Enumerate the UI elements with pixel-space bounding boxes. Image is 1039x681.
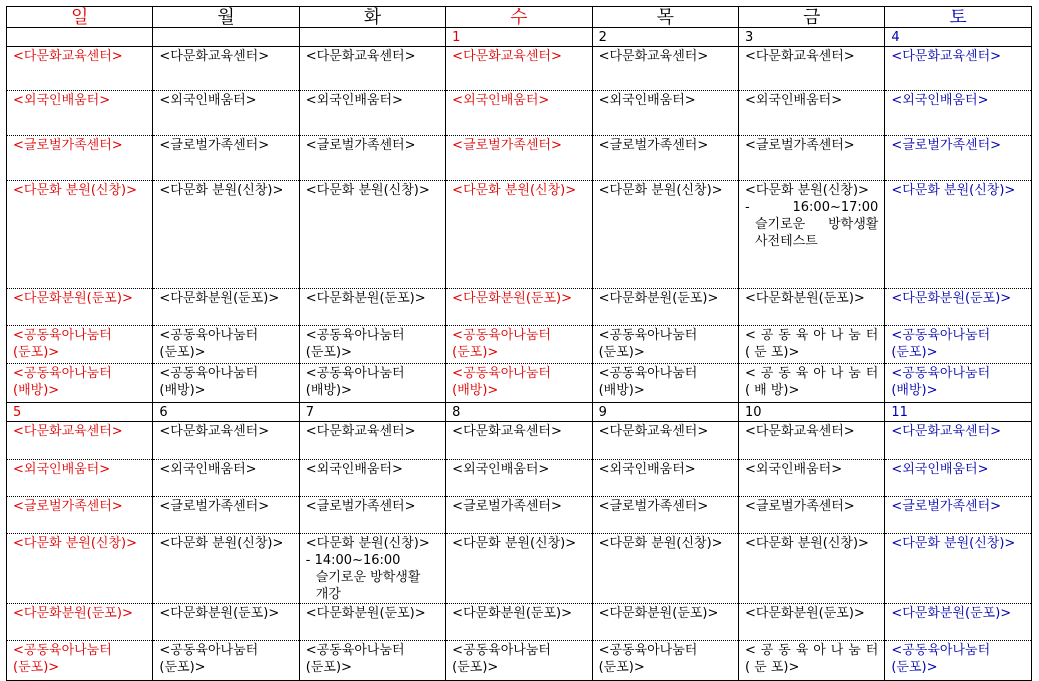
program-cell [7, 289, 153, 326]
program-label: <다문화 분원(신창)> [891, 183, 1016, 198]
date-cell [153, 28, 299, 47]
program-label: <외국인배움터> [305, 462, 403, 477]
program-label: <공동육아나눔터(배방)> [891, 366, 991, 398]
schedule-note: - 16:00~17:00 슬기로운 방학생활 사전테스트 [744, 200, 879, 249]
program-cell [153, 497, 299, 534]
program-row [7, 91, 1032, 136]
program-row [7, 641, 1032, 681]
program-label: <다문화분원(둔포)> [452, 291, 573, 306]
program-cell [446, 181, 592, 289]
program-cell [446, 289, 592, 326]
program-row [7, 47, 1032, 91]
date-cell: 2 [592, 28, 738, 47]
weekday-sun: 일 [7, 7, 153, 28]
schedule-note: - 14:00~16:00 슬기로운 방학생활 개강 [305, 553, 421, 602]
program-cell [885, 641, 1031, 681]
program-cell [153, 326, 299, 364]
program-label: <다문화 분원(신창)> [452, 536, 577, 551]
program-label: <외국인배움터> [744, 462, 843, 477]
program-label: <다문화 분원(신창)> [305, 536, 430, 551]
program-cell [446, 534, 592, 604]
program-label: <외국인배움터> [159, 462, 257, 477]
program-row [7, 326, 1032, 364]
program-cell [738, 364, 884, 403]
program-cell [299, 641, 445, 681]
program-label: <외국인배움터> [598, 93, 696, 108]
program-label: <글로벌가족센터> [452, 499, 562, 514]
program-cell [153, 289, 299, 326]
program-label: <다문화교육센터> [452, 424, 562, 439]
program-label: <다문화분원(둔포)> [452, 606, 573, 621]
program-cell [7, 47, 153, 91]
program-cell [299, 289, 445, 326]
program-label: <다문화분원(둔포)> [159, 606, 280, 621]
weekly-calendar-table [6, 6, 1032, 681]
program-cell [592, 460, 738, 497]
program-row [7, 460, 1032, 497]
program-label: < 공 동 육 아 나 눔 터 ( 둔 포)> [744, 328, 879, 360]
program-label: <외국인배움터> [891, 462, 989, 477]
weekday-fri: 금 [738, 7, 884, 28]
program-label: <외국인배움터> [452, 93, 550, 108]
program-label: <공동육아나눔터(배방)> [305, 366, 405, 398]
weekday-mon: 월 [153, 7, 299, 28]
program-cell [446, 91, 592, 136]
program-cell [738, 91, 884, 136]
program-label: <다문화교육센터> [159, 424, 270, 439]
program-cell [446, 460, 592, 497]
date-cell [7, 28, 153, 47]
program-cell [446, 604, 592, 641]
program-label: <다문화 분원(신창)> [159, 536, 284, 551]
program-cell [446, 136, 592, 181]
program-label: <다문화분원(둔포)> [13, 291, 133, 306]
program-cell [446, 47, 592, 91]
date-cell: 11 [885, 403, 1031, 422]
program-label: <글로벌가족센터> [305, 499, 416, 514]
program-label: <공동육아나눔터(둔포)> [305, 328, 405, 360]
program-cell [153, 422, 299, 460]
program-cell [592, 422, 738, 460]
program-cell [299, 422, 445, 460]
program-cell [592, 604, 738, 641]
weekday-tue: 화 [299, 7, 445, 28]
program-label: <다문화교육센터> [891, 49, 1002, 64]
program-label: <공동육아나눔터(배방)> [159, 366, 259, 398]
program-row [7, 289, 1032, 326]
date-cell [299, 28, 445, 47]
program-label: <공동육아나눔터(둔포)> [159, 643, 259, 675]
program-cell [885, 422, 1031, 460]
program-cell [7, 460, 153, 497]
program-row [7, 364, 1032, 403]
program-label: <다문화교육센터> [13, 424, 123, 439]
program-label: <다문화분원(둔포)> [891, 291, 1012, 306]
program-label: < 공 동 육 아 나 눔 터 ( 배 방)> [744, 366, 879, 398]
program-label: <공동육아나눔터(배방)> [13, 366, 112, 398]
program-label: <다문화교육센터> [305, 49, 416, 64]
program-cell [7, 604, 153, 641]
program-cell [592, 289, 738, 326]
program-label: <다문화교육센터> [452, 49, 562, 64]
program-label: <공동육아나눔터(배방)> [452, 366, 551, 398]
program-label: <글로벌가족센터> [159, 499, 270, 514]
program-cell [738, 47, 884, 91]
program-row [7, 497, 1032, 534]
program-label: <외국인배움터> [744, 93, 843, 108]
program-cell [299, 460, 445, 497]
program-cell [885, 497, 1031, 534]
program-cell [299, 136, 445, 181]
program-label: <글로벌가족센터> [598, 138, 709, 153]
program-label: <다문화교육센터> [744, 424, 855, 439]
program-cell [7, 136, 153, 181]
program-cell [592, 364, 738, 403]
program-cell [738, 289, 884, 326]
program-cell [7, 181, 153, 289]
program-label: <공동육아나눔터(둔포)> [598, 328, 698, 360]
program-row [7, 604, 1032, 641]
program-cell [885, 136, 1031, 181]
program-cell [299, 181, 445, 289]
program-cell [885, 604, 1031, 641]
program-cell [446, 364, 592, 403]
program-cell [885, 289, 1031, 326]
program-cell [592, 641, 738, 681]
program-cell [153, 460, 299, 497]
program-label: <글로벌가족센터> [744, 499, 855, 514]
program-label: <다문화 분원(신창)> [744, 183, 869, 198]
weekday-header-row [7, 7, 1032, 28]
program-cell [153, 91, 299, 136]
program-label: <공동육아나눔터(둔포)> [891, 328, 991, 360]
program-cell [592, 47, 738, 91]
program-row [7, 422, 1032, 460]
program-cell [738, 534, 884, 604]
weekday-wed: 수 [446, 7, 592, 28]
program-label: <다문화교육센터> [598, 49, 709, 64]
program-cell [592, 91, 738, 136]
program-label: <글로벌가족센터> [13, 138, 123, 153]
program-cell [7, 497, 153, 534]
program-cell [153, 364, 299, 403]
date-cell: 4 [885, 28, 1031, 47]
program-cell [299, 47, 445, 91]
program-label: <다문화 분원(신창)> [744, 536, 869, 551]
program-label: <다문화 분원(신창)> [598, 536, 723, 551]
program-cell [299, 497, 445, 534]
program-cell [885, 534, 1031, 604]
date-cell: 6 [153, 403, 299, 422]
program-cell [592, 181, 738, 289]
program-label: <다문화교육센터> [159, 49, 270, 64]
program-cell [7, 422, 153, 460]
date-row [7, 28, 1032, 47]
date-cell: 9 [592, 403, 738, 422]
program-cell [446, 497, 592, 534]
program-label: <다문화분원(둔포)> [744, 291, 865, 306]
program-cell [299, 326, 445, 364]
program-cell [7, 91, 153, 136]
program-label: <다문화 분원(신창)> [13, 183, 137, 198]
date-cell: 7 [299, 403, 445, 422]
program-cell [153, 604, 299, 641]
program-cell [738, 422, 884, 460]
program-cell [738, 326, 884, 364]
program-cell [592, 326, 738, 364]
program-label: <글로벌가족센터> [13, 499, 123, 514]
program-cell [299, 604, 445, 641]
program-cell [446, 326, 592, 364]
program-cell [738, 181, 884, 289]
program-cell [299, 364, 445, 403]
program-row [7, 136, 1032, 181]
program-label: <다문화분원(둔포)> [598, 291, 719, 306]
date-cell: 3 [738, 28, 884, 47]
program-label: <글로벌가족센터> [159, 138, 270, 153]
date-cell: 10 [738, 403, 884, 422]
program-label: <다문화교육센터> [598, 424, 709, 439]
program-label: <다문화분원(둔포)> [305, 291, 426, 306]
program-cell [153, 181, 299, 289]
program-label: <다문화교육센터> [305, 424, 416, 439]
program-label: <글로벌가족센터> [891, 138, 1002, 153]
program-label: <다문화분원(둔포)> [598, 606, 719, 621]
program-label: <공동육아나눔터(배방)> [598, 366, 698, 398]
program-cell [7, 326, 153, 364]
program-label: <다문화 분원(신창)> [13, 536, 137, 551]
program-cell [885, 91, 1031, 136]
calendar-body [7, 28, 1032, 681]
program-cell [153, 534, 299, 604]
program-cell [153, 136, 299, 181]
program-label: <다문화교육센터> [744, 49, 855, 64]
program-label: <글로벌가족센터> [305, 138, 416, 153]
program-label: <외국인배움터> [159, 93, 257, 108]
program-label: <다문화분원(둔포)> [305, 606, 426, 621]
program-label: <공동육아나눔터(둔포)> [159, 328, 259, 360]
program-label: <다문화 분원(신창)> [598, 183, 723, 198]
program-cell [885, 460, 1031, 497]
program-label: <다문화 분원(신창)> [305, 183, 430, 198]
date-row [7, 403, 1032, 422]
program-cell [592, 497, 738, 534]
program-cell [446, 641, 592, 681]
program-row [7, 181, 1032, 289]
program-cell [738, 497, 884, 534]
program-label: <외국인배움터> [891, 93, 989, 108]
program-label: <글로벌가족센터> [598, 499, 709, 514]
program-label: <글로벌가족센터> [452, 138, 562, 153]
program-label: <외국인배움터> [13, 93, 111, 108]
program-cell [885, 326, 1031, 364]
program-label: <공동육아나눔터(둔포)> [13, 643, 112, 675]
program-cell [738, 641, 884, 681]
program-label: <다문화분원(둔포)> [13, 606, 133, 621]
program-label: <다문화 분원(신창)> [452, 183, 577, 198]
program-cell [592, 534, 738, 604]
program-label: <다문화분원(둔포)> [744, 606, 865, 621]
program-label: <공동육아나눔터(둔포)> [891, 643, 991, 675]
program-cell [738, 136, 884, 181]
program-cell [446, 422, 592, 460]
program-cell [153, 641, 299, 681]
program-cell [7, 534, 153, 604]
program-label: <외국인배움터> [598, 462, 696, 477]
program-label: < 공 동 육 아 나 눔 터 ( 둔 포)> [744, 643, 879, 675]
program-label: <다문화 분원(신창)> [159, 183, 284, 198]
program-label: <다문화 분원(신창)> [891, 536, 1016, 551]
program-label: <외국인배움터> [305, 93, 403, 108]
program-label: <공동육아나눔터(둔포)> [13, 328, 112, 360]
program-label: <다문화분원(둔포)> [891, 606, 1012, 621]
program-label: <공동육아나눔터(둔포)> [452, 643, 551, 675]
program-cell [885, 47, 1031, 91]
program-label: <외국인배움터> [452, 462, 550, 477]
program-label: <다문화교육센터> [13, 49, 123, 64]
program-cell [885, 181, 1031, 289]
date-cell: 5 [7, 403, 153, 422]
program-cell [7, 364, 153, 403]
program-label: <다문화분원(둔포)> [159, 291, 280, 306]
program-label: <공동육아나눔터(둔포)> [598, 643, 698, 675]
program-cell [738, 460, 884, 497]
program-label: <외국인배움터> [13, 462, 111, 477]
program-label: <글로벌가족센터> [744, 138, 855, 153]
program-cell [299, 91, 445, 136]
program-row [7, 534, 1032, 604]
program-cell [738, 604, 884, 641]
program-label: <공동육아나눔터(둔포)> [452, 328, 551, 360]
weekday-thu: 목 [592, 7, 738, 28]
program-cell [7, 641, 153, 681]
program-cell [592, 136, 738, 181]
program-cell [153, 47, 299, 91]
program-cell [885, 364, 1031, 403]
weekday-sat: 토 [885, 7, 1031, 28]
program-label: <공동육아나눔터(둔포)> [305, 643, 405, 675]
program-label: <글로벌가족센터> [891, 499, 1002, 514]
program-label: <다문화교육센터> [891, 424, 1002, 439]
date-cell: 1 [446, 28, 592, 47]
date-cell: 8 [446, 403, 592, 422]
program-cell [299, 534, 445, 604]
